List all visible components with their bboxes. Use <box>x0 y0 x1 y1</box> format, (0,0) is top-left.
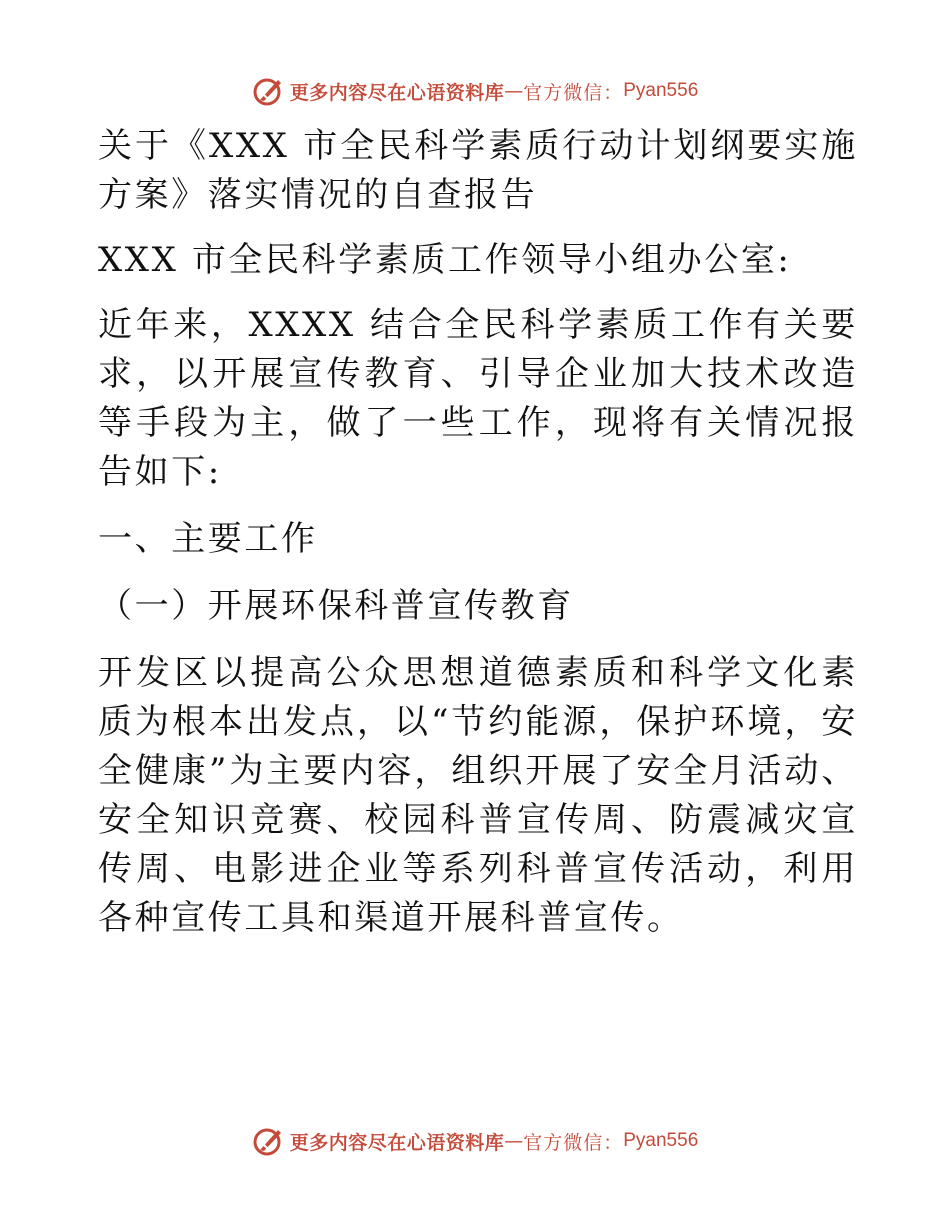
watermark-label: 官方微信： <box>523 81 624 104</box>
quill-circle-icon <box>252 74 286 108</box>
watermark-dash: — <box>504 80 524 102</box>
watermark-main-text: 更多内容尽在心语资料库 <box>289 81 505 104</box>
quill-circle-icon <box>252 1124 286 1158</box>
subsection-body-paragraph: 开发区以提高公众思想道德素质和科学文化素质为根本出发点，以“节约能源，保护环境，安全健康”为主要内容，组织开展了安全月活动、安全知识竞赛、校园科普宣传周、防震减灾宣传周、电影进企业等系列科普宣传活动，利用各种宣传工具和渠道开展科普宣传。 <box>98 653 858 938</box>
watermark-main-text: 更多内容尽在心语资料库 <box>289 1131 505 1154</box>
watermark-dash: — <box>504 1130 524 1152</box>
section-heading-main-work: 一、主要工作 <box>98 519 318 559</box>
watermark-wechat-id: Pyan556 <box>623 1130 699 1151</box>
footer-watermark <box>0 1121 950 1161</box>
document-salutation: XXX 市全民科学素质工作领导小组办公室: <box>98 240 792 280</box>
subsection-heading-env-education: （一）开展环保科普宣传教育 <box>98 586 574 626</box>
header-watermark <box>0 71 950 111</box>
watermark-label: 官方微信： <box>523 1131 624 1154</box>
watermark-wechat-id: Pyan556 <box>623 80 699 101</box>
document-title: 关于《XXX 市全民科学素质行动计划纲要实施方案》落实情况的自查报告 <box>98 126 858 215</box>
document-body <box>98 122 858 943</box>
intro-paragraph: 近年来，XXXX 结合全民科学素质工作有关要求，以开展宣传教育、引导企业加大技术改造等手段为主，做了一些工作，现将有关情况报告如下: <box>98 305 858 492</box>
